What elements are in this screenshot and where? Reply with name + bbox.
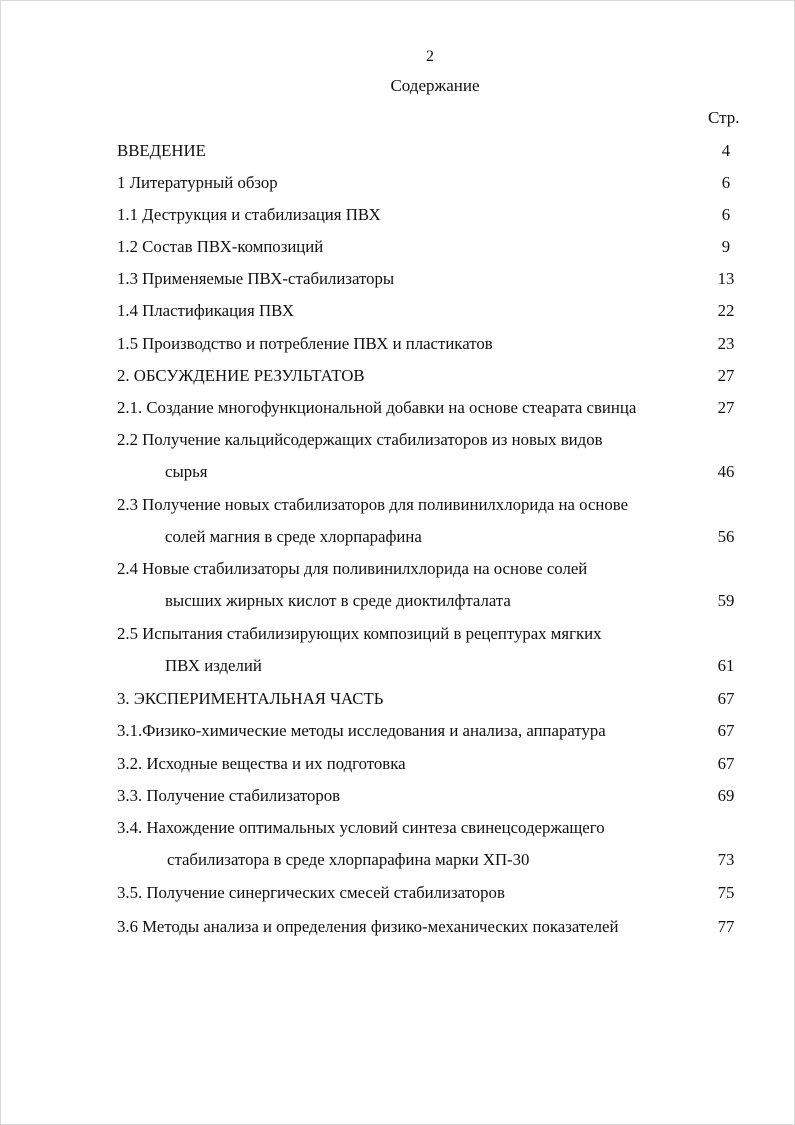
toc-entry-page: 73 (717, 850, 735, 869)
toc-entry-title: 3.4. Нахождение оптимальных условий синтеза свинецсодержащего (117, 818, 605, 837)
toc-entry-title: 3.3. Получение стабилизаторов (117, 786, 341, 805)
toc-entry-page: 69 (717, 786, 735, 805)
toc-entry-title: 1.4 Пластификация ПВХ (117, 301, 294, 320)
toc-entry-continuation: стабилизатора в среде хлорпарафина марки ХП-30 (167, 850, 530, 869)
toc-entry-title: 3.6 Методы анализа и определения физико-механических показателей (117, 917, 619, 936)
toc-entry-title: 2.4 Новые стабилизаторы для поливинилхлорида на основе солей (117, 559, 588, 578)
toc-entry-page: 56 (717, 527, 735, 546)
toc-entry-title: 3. ЭКСПЕРИМЕНТАЛЬНАЯ ЧАСТЬ (117, 689, 384, 708)
toc-entry-title: 1.2 Состав ПВХ-композиций (117, 237, 324, 256)
toc-entry-page: 9 (721, 237, 731, 256)
page-column-header: Стр. (708, 108, 740, 127)
toc-entry-page: 75 (717, 883, 735, 902)
toc-entry-page: 6 (721, 205, 731, 224)
toc-entry-continuation: солей магния в среде хлорпарафина (165, 527, 422, 546)
toc-entry-title: 1.3 Применяемые ПВХ-стабилизаторы (117, 269, 395, 288)
toc-entry-continuation: высших жирных кислот в среде диоктилфталата (165, 591, 511, 610)
toc-entry-page: 59 (717, 591, 735, 610)
toc-entry-title: 3.1.Физико-химические методы исследования и анализа, аппаратура (117, 721, 606, 740)
toc-entry-continuation: ПВХ изделий (165, 656, 262, 675)
toc-entry-page: 77 (717, 917, 735, 936)
toc-entry-title: 1.1 Деструкция и стабилизация ПВХ (117, 205, 381, 224)
toc-entry-title: 2.2 Получение кальцийсодержащих стабилизаторов из новых видов (117, 430, 603, 449)
toc-entry-page: 13 (717, 269, 735, 288)
toc-entry-page: 22 (717, 301, 735, 320)
toc-entry-page: 61 (717, 656, 735, 675)
toc-title: Содержание (390, 76, 480, 95)
toc-entry-page: 67 (717, 721, 735, 740)
toc-entry-title: 1 Литературный обзор (117, 173, 278, 192)
toc-entry-continuation: сырья (165, 462, 208, 481)
toc-entry-page: 27 (717, 366, 735, 385)
toc-entry-title: 2.1. Создание многофункциональной добавки на основе стеарата свинца (117, 398, 637, 417)
toc-entry-title: 1.5 Производство и потребление ПВХ и пластикатов (117, 334, 493, 353)
toc-entry-title: 2.3 Получение новых стабилизаторов для поливинилхлорида на основе (117, 495, 629, 514)
toc-entry-page: 23 (717, 334, 735, 353)
toc-entry-page: 67 (717, 689, 735, 708)
toc-entry-page: 4 (721, 141, 731, 160)
toc-entry-title: 3.5. Получение синергических смесей стабилизаторов (117, 883, 505, 902)
page-number: 2 (426, 48, 434, 65)
toc-entry-title: 2.5 Испытания стабилизирующих композиций в рецептурах мягких (117, 624, 602, 643)
toc-entry-page: 27 (717, 398, 735, 417)
toc-entry-title: ВВЕДЕНИЕ (117, 141, 206, 160)
toc-entry-title: 3.2. Исходные вещества и их подготовка (117, 754, 406, 773)
toc-entry-page: 67 (717, 754, 735, 773)
toc-entry-page: 46 (717, 462, 735, 481)
toc-entry-title: 2. ОБСУЖДЕНИЕ РЕЗУЛЬТАТОВ (117, 366, 365, 385)
toc-entry-page: 6 (721, 173, 731, 192)
